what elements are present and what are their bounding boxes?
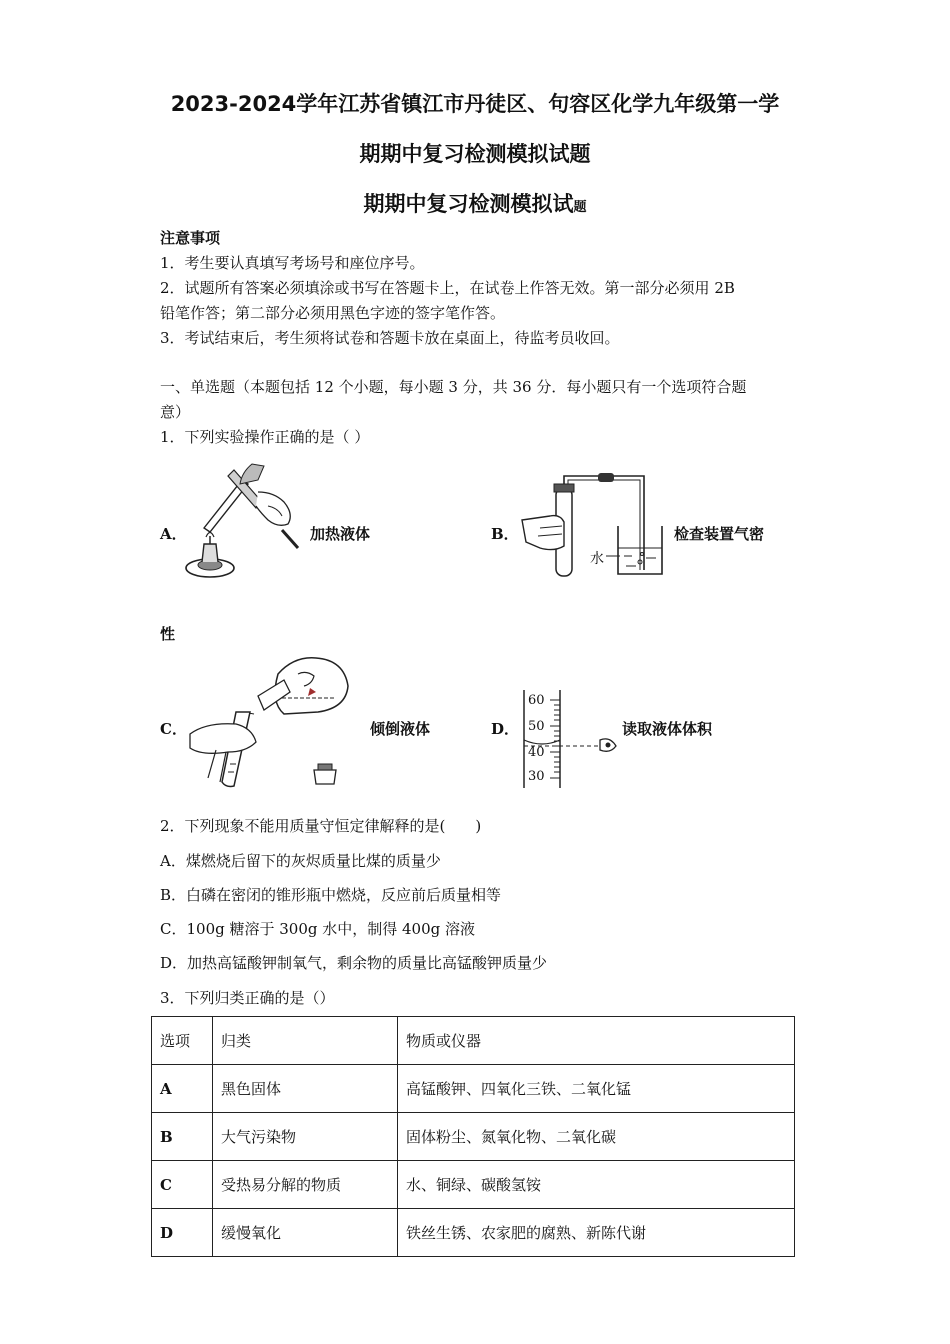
- classification-table: [151, 1016, 795, 1257]
- exam-title-line3-main: 期期中复习检测模拟试: [363, 192, 574, 216]
- q2-option-d: D．加热高锰酸钾制氧气，剩余物的质量比高锰酸钾质量少: [160, 954, 548, 972]
- table-row: [152, 1113, 795, 1161]
- cylinder-tick-label: 60: [528, 693, 545, 708]
- notice-heading: 注意事项: [160, 229, 221, 247]
- table-cell: 缓慢氧化: [213, 1209, 398, 1257]
- q2-option-b: B．白磷在密闭的锥形瓶中燃烧，反应前后质量相等: [160, 886, 502, 904]
- notice-item-2-line2: 铅笔作答；第二部分必须用黑色字迹的签字笔作答。: [160, 304, 506, 322]
- cylinder-tick-label: 50: [528, 719, 545, 734]
- q1-option-d-caption: 读取液体体积: [622, 720, 713, 738]
- table-row: [152, 1209, 795, 1257]
- q1-option-b-caption-wrap: 性: [160, 625, 176, 643]
- table-header-cell: 归类: [213, 1017, 398, 1065]
- pouring-liquid-figure: [186, 652, 354, 790]
- q1-option-a-label: A．: [160, 525, 187, 543]
- q3-stem: 3．下列归类正确的是（）: [160, 989, 335, 1007]
- table-cell: 水、铜绿、碳酸氢铵: [398, 1161, 795, 1209]
- table-cell: B: [152, 1113, 213, 1161]
- table-header-cell: 物质或仪器: [398, 1017, 795, 1065]
- q1-stem: 1．下列实验操作正确的是（ ）: [160, 428, 370, 446]
- table-cell: 大气污染物: [213, 1113, 398, 1161]
- table-cell: 黑色固体: [213, 1065, 398, 1113]
- heating-liquid-figure: [182, 462, 307, 584]
- q1-option-c-caption: 倾倒液体: [370, 720, 431, 738]
- notice-item-1: 1．考生要认真填写考场号和座位序号。: [160, 254, 425, 272]
- notice-item-3: 3．考试结束后，考生须将试卷和答题卡放在桌面上，待监考员收回。: [160, 329, 620, 347]
- table-row: [152, 1161, 795, 1209]
- cylinder-tick-label: 30: [528, 769, 545, 784]
- table-cell: 高锰酸钾、四氧化三铁、二氧化锰: [398, 1065, 795, 1113]
- table-cell: 固体粉尘、氮氧化物、二氧化碳: [398, 1113, 795, 1161]
- table-cell: 铁丝生锈、农家肥的腐熟、新陈代谢: [398, 1209, 795, 1257]
- table-row: [152, 1065, 795, 1113]
- exam-title-line1: 2023-2024学年江苏省镇江市丹徒区、句容区化学九年级第一学: [170, 92, 780, 116]
- q1-option-c-label: C．: [160, 720, 187, 738]
- table-cell: A: [152, 1065, 213, 1113]
- q2-option-c: C．100g 糖溶于 300g 水中，制得 400g 溶液: [160, 920, 476, 938]
- q1-option-b-label: B．: [491, 525, 519, 543]
- table-cell: D: [152, 1209, 213, 1257]
- q1-option-b-caption: 检查装置气密: [674, 525, 765, 543]
- exam-title-line3-tail: 题: [573, 200, 587, 215]
- exam-title-line3: [0, 188, 950, 218]
- q1-option-a-caption: 加热液体: [310, 525, 371, 543]
- table-cell: 受热易分解的物质: [213, 1161, 398, 1209]
- cylinder-tick-label: 40: [528, 745, 545, 760]
- q2-stem: 2．下列现象不能用质量守恒定律解释的是( ): [160, 817, 482, 835]
- table-header-cell: 选项: [152, 1017, 213, 1065]
- q2-option-a: A．煤燃烧后留下的灰烬质量比煤的质量少: [160, 852, 441, 870]
- exam-title-line2: 期期中复习检测模拟试题: [359, 142, 591, 166]
- section-1-heading: 一、单选题（本题包括 12 个小题，每小题 3 分，共 36 分．每小题只有一个选项符合题: [160, 378, 747, 396]
- table-header-row: [152, 1017, 795, 1065]
- section-1-heading-cont: 意）: [160, 403, 191, 421]
- q1-option-d-label: D．: [491, 720, 520, 738]
- notice-item-2-line1: 2．试题所有答案必须填涂或书写在答题卡上，在试卷上作答无效。第一部分必须用 2B: [160, 279, 735, 297]
- table-cell: C: [152, 1161, 213, 1209]
- q1-option-b-water-label: 水: [590, 551, 604, 567]
